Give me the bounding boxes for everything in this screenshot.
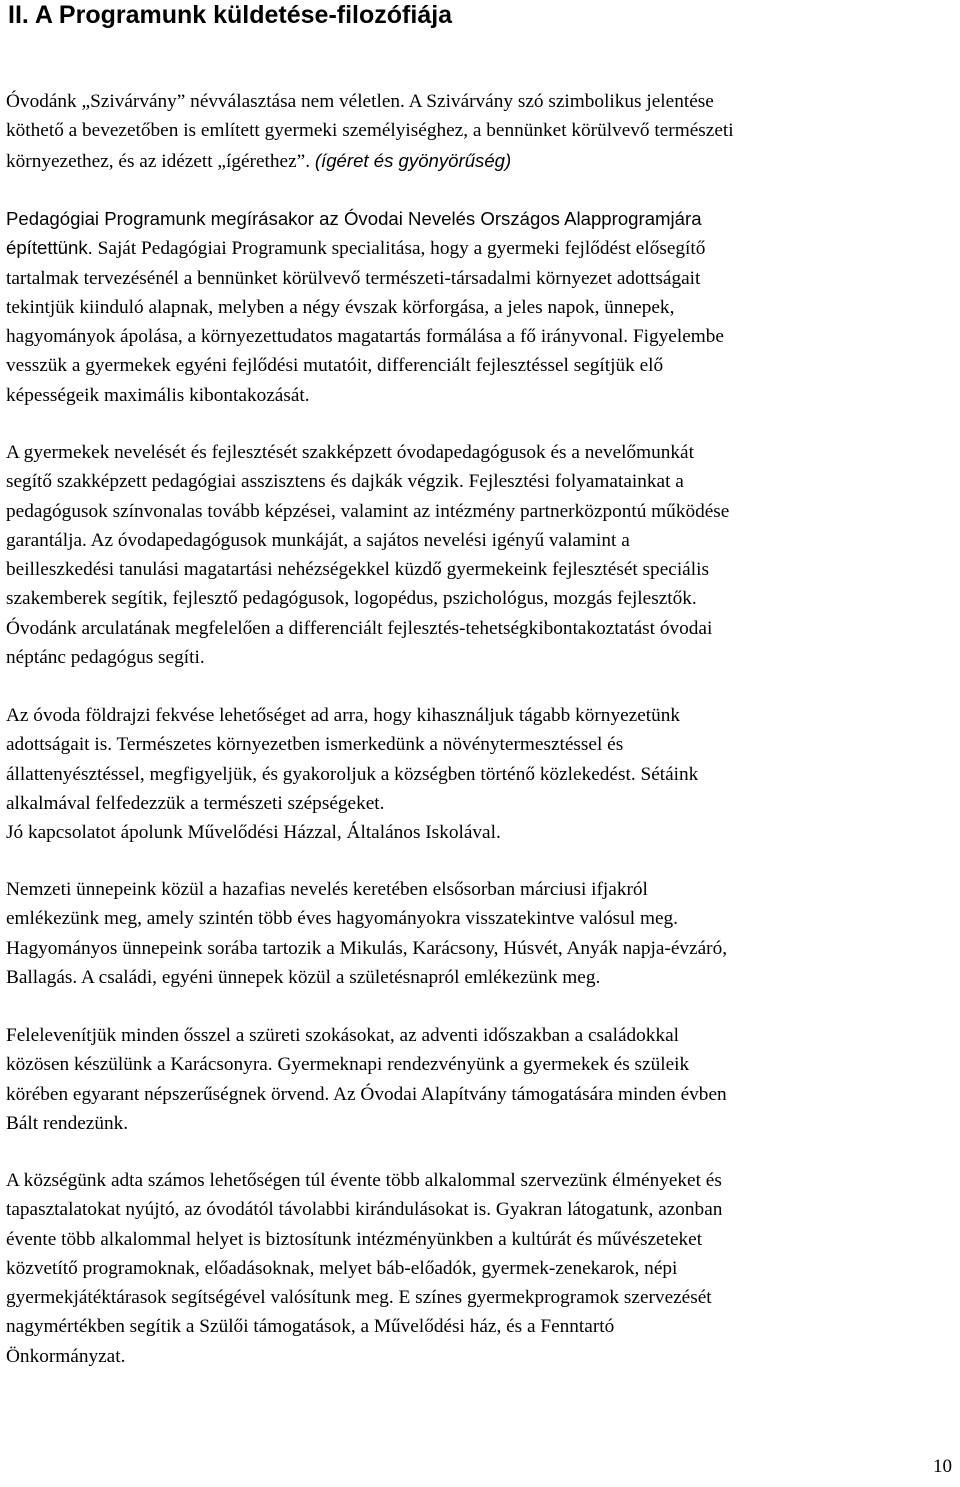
text-line: tekintjük kiinduló alapnak, melyben a négy évszak körforgása, a jeles napok, ünnepek, bbox=[6, 296, 675, 318]
text-line: szakemberek segítik, fejlesztő pedagógusok, logopédus, pszichológus, mozgás fejlesztők. bbox=[6, 588, 697, 610]
text-line: Felelevenítjük minden ősszel a szüreti szokásokat, az adventi időszakban a családokkal bbox=[6, 1025, 680, 1046]
text-line: képességeik maximális kibontakozását. bbox=[6, 384, 310, 406]
text-line: adottságait is. Természetes környezetben ismerkedünk a növénytermesztéssel és bbox=[6, 734, 624, 756]
text-line: Pedagógiai Programunk megírásakor az Óvodai Nevelés Országos Alapprogramjára bbox=[6, 208, 702, 229]
text-line: segítő szakképzett pedagógiai asszisztens és dajkák végzik. Fejlesztési folyamatainkat a bbox=[6, 471, 684, 493]
text-line: Hagyományos ünnepeink sorába tartozik a Mikulás, Karácsony, Húsvét, Anyák napja-évzáró, bbox=[6, 937, 728, 959]
text-line: állattenyésztéssel, megfigyeljük, és gyakoroljuk a községben történő közlekedést. Sétáink bbox=[6, 763, 699, 785]
text-line: körében egyarant népszerűségnek örvend. Az Óvodai Alapítvány támogatására minden évben bbox=[6, 1083, 727, 1105]
paragraph-name-origin bbox=[6, 87, 956, 176]
text-line bbox=[6, 146, 956, 176]
page-number: 10 bbox=[933, 1456, 952, 1477]
text-line: néptánc pedagógus segíti. bbox=[6, 647, 205, 669]
text-line: Ballagás. A családi, egyéni ünnepek közül a születésnapról emlékezünk meg. bbox=[6, 966, 601, 988]
text-line: évente több alkalommal helyet is biztosítunk intézményünkben a kultúrát és művészeteket bbox=[6, 1228, 703, 1250]
text-line: Bált rendezünk. bbox=[6, 1112, 129, 1134]
text-line: alkalmával felfedezzük a természeti szépségeket. bbox=[6, 792, 385, 814]
text-line: beilleszkedési tanulási magatartási nehézségekkel küzdő gyermekeink fejlesztését speciális bbox=[6, 559, 709, 581]
text-line: garantálja. Az óvodapedagógusok munkáját, a sajátos nevelési igényű valamint a bbox=[6, 529, 630, 551]
text-line: Óvodánk „Szivárvány” névválasztása nem véletlen. A Szivárvány szó szimbolikus jelentése bbox=[6, 91, 714, 112]
text-line bbox=[6, 233, 956, 263]
text-line: hagyományok ápolása, a környezettudatos magatartás formálása a fő irányvonal. Figyelembe bbox=[6, 326, 724, 348]
paragraph-traditions bbox=[6, 1021, 956, 1138]
text-line: Nemzeti ünnepeink közül a hazafias nevelés keretében elsősorban márciusi ifjakról bbox=[6, 879, 648, 900]
text-line: vesszük a gyermekek egyéni fejlődési mutatóit, differenciált fejlesztéssel segítjük elő bbox=[6, 355, 664, 377]
text-line: Óvodánk arculatának megfelelően a differenciált fejlesztés-tehetségkibontakoztatást óvodai bbox=[6, 617, 713, 639]
paragraph-program-basis bbox=[6, 204, 956, 410]
text-run: Saját Pedagógiai Programunk specialitása, hogy a gyermeki fejlődést elősegítő bbox=[92, 238, 706, 260]
text-line: A gyermekek nevelését és fejlesztését szakképzett óvodapedagógusok és a nevelőmunkát bbox=[6, 442, 694, 463]
text-line: Az óvoda földrajzi fekvése lehetőséget ad arra, hogy kihasználjuk tágabb környezetünk bbox=[6, 705, 681, 726]
text-line: tapasztalatokat nyújtó, az óvodától távolabbi kirándulásokat is. Gyakran látogatunk, azonban bbox=[6, 1199, 723, 1221]
text-line: gyermekjátéktárasok segítségével valósítunk meg. E színes gyermekprogramok szervezését bbox=[6, 1287, 712, 1309]
text-line: Önkormányzat. bbox=[6, 1345, 126, 1367]
text-line: nagymértékben segítik a Szülői támogatások, a Művelődési ház, és a Fenntartó bbox=[6, 1316, 615, 1338]
paragraph-holidays bbox=[6, 875, 956, 992]
text-line: közvetítő programoknak, előadásoknak, melyet báb-előadók, gyermek-zenekarok, népi bbox=[6, 1257, 678, 1279]
text-line: tartalmak tervezésénél a bennünket körülvevő természeti-társadalmi környezet adottságait bbox=[6, 267, 701, 289]
text-line: köthető a bevezetőben is említett gyermeki személyiséghez, a bennünket körülvevő természeti bbox=[6, 120, 734, 142]
text-line: emlékezünk meg, amely szintén több éves hagyományokra visszatekintve valósul meg. bbox=[6, 908, 678, 930]
text-line: pedagógusok színvonalas tovább képzései, valamint az intézmény partnerközpontú működése bbox=[6, 500, 730, 522]
paragraph-staff bbox=[6, 438, 956, 672]
paragraph-environment bbox=[6, 701, 956, 847]
paragraph-programs bbox=[6, 1166, 956, 1371]
text-line: A községünk adta számos lehetőségen túl évente több alkalommal szervezünk élményeket és bbox=[6, 1170, 722, 1191]
italic-note: (ígéret és gyönyörűség) bbox=[314, 149, 512, 171]
text-run: építettünk. bbox=[6, 237, 93, 259]
section-title: II. A Programunk küldetése-filozófiája bbox=[8, 1, 453, 29]
text-run: környezethez, és az idézett „ígérethez”. bbox=[6, 150, 315, 172]
text-line: Jó kapcsolatot ápolunk Művelődési Házzal, Általános Iskolával. bbox=[6, 822, 501, 844]
text-line: közösen készülünk a Karácsonyra. Gyermeknapi rendezvényünk a gyermekek és szüleik bbox=[6, 1054, 690, 1076]
